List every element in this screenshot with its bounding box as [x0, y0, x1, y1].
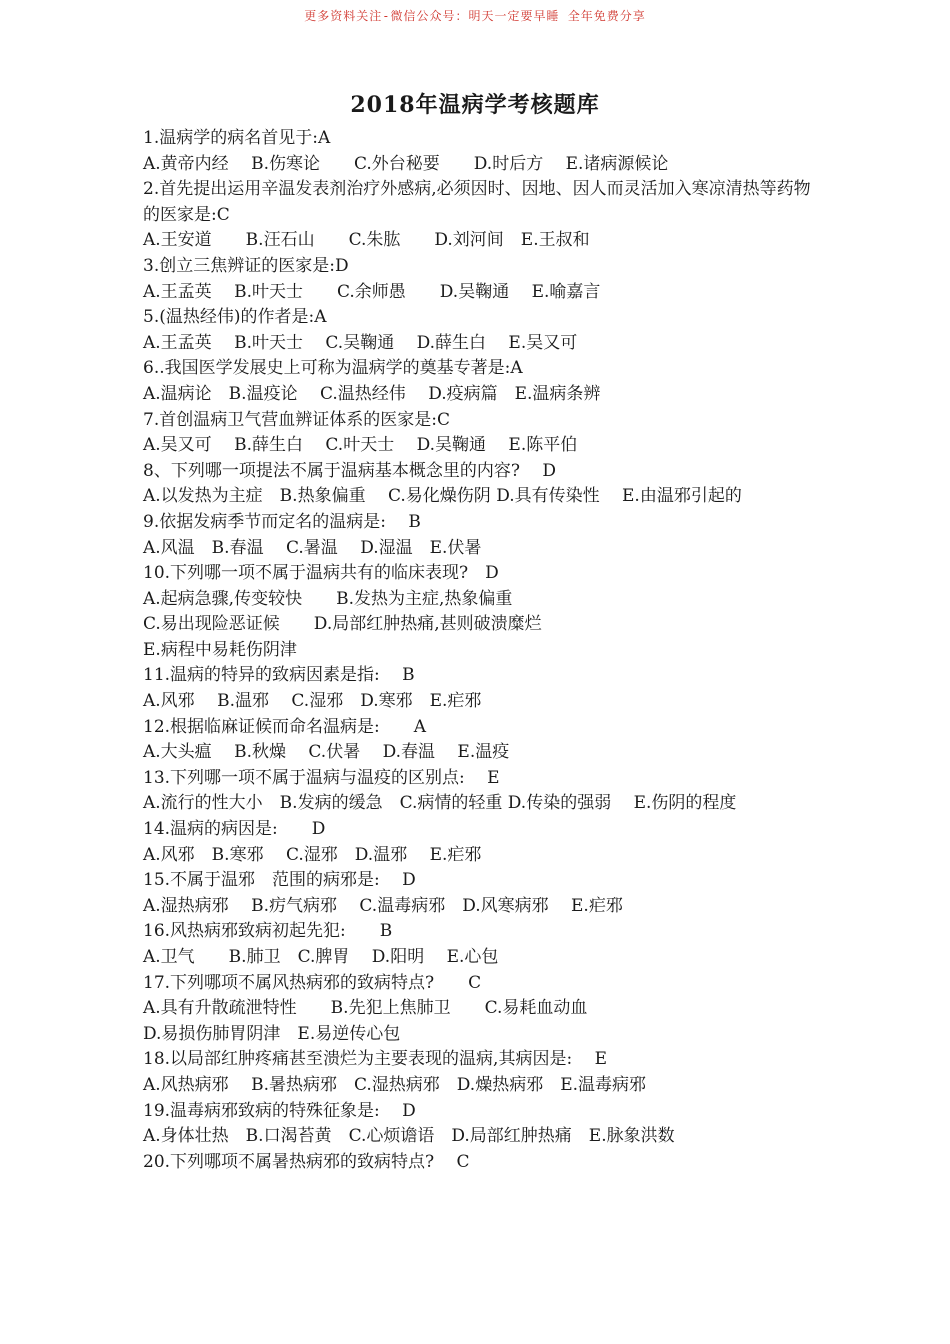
- question-stem: 11.温病的特异的致病因素是指: B: [143, 665, 415, 686]
- answer-options: A.以发热为主症 B.热象偏重 C.易化燥伤阴 D.具有传染性 E.由温邪引起的: [143, 486, 742, 507]
- answer-options: A.流行的性大小 B.发病的缓急 C.病情的轻重 D.传染的强弱 E.伤阴的程度: [143, 793, 737, 814]
- question-stem: 9.依据发病季节而定名的温病是: B: [143, 511, 421, 532]
- question-stem: 13.下列哪一项不属于温病与温疫的区别点: E: [143, 767, 500, 788]
- question-stem: 8、下列哪一项提法不属于温病基本概念里的内容? D: [143, 460, 556, 481]
- answer-options: A.王孟英 B.叶天士 C.吴鞠通 D.薛生白 E.吴又可: [143, 332, 578, 353]
- answer-options: A.风邪 B.寒邪 C.湿邪 D.温邪 E.疟邪: [143, 844, 482, 865]
- question-stem: 15.不属于温邪 范围的病邪是: D: [143, 870, 416, 891]
- question-stem: 19.温毒病邪致病的特殊征象是: D: [143, 1100, 416, 1121]
- question-stem: 7.首创温病卫气营血辨证体系的医家是:C: [143, 409, 450, 430]
- question-stem: 5.(温热经伟)的作者是:A: [143, 307, 327, 328]
- question-stem: 16.风热病邪致病初起先犯: B: [143, 921, 393, 942]
- question-stem: 2.首先提出运用辛温发表剂治疗外感病,必须因时、因地、因人而灵活加入寒凉清热等药物的医家是:C: [143, 179, 811, 225]
- answer-options: A.卫气 B.肺卫 C.脾胃 D.阳明 E.心包: [143, 947, 499, 967]
- question-stem: 12.根据临麻证候而命名温病是: A: [143, 716, 427, 737]
- question-list: [143, 126, 811, 1175]
- answer-options: A.吴又可 B.薛生白 C.叶天士 D.吴鞠通 E.陈平伯: [143, 435, 578, 456]
- question-stem: 18.以局部红肿疼痛甚至溃烂为主要表现的温病,其病因是: E: [143, 1049, 607, 1070]
- answer-options: A.具有升散疏泄特性 B.先犯上焦肺卫 C.易耗血动血: [143, 998, 588, 1019]
- question-stem: 20.下列哪项不属暑热病邪的致病特点? C: [143, 1151, 470, 1172]
- answer-options: E.病程中易耗伤阴津: [143, 639, 297, 660]
- answer-options: D.易损伤肺胃阴津 E.易逆传心包: [143, 1023, 401, 1044]
- question-stem: 14.温病的病因是: D: [143, 819, 326, 840]
- answer-options: A.风邪 B.温邪 C.湿邪 D.寒邪 E.疟邪: [143, 691, 482, 712]
- answer-options: A.湿热病邪 B.疠气病邪 C.温毒病邪 D.风寒病邪 E.疟邪: [143, 895, 623, 916]
- answer-options: A.风温 B.春温 C.暑温 D.湿温 E.伏暑: [143, 537, 482, 558]
- promo-banner: 更多资料关注-微信公众号：明天一定要早睡 全年免费分享: [304, 9, 646, 23]
- answer-options: A.风热病邪 B.暑热病邪 C.湿热病邪 D.燥热病邪 E.温毒病邪: [143, 1074, 647, 1095]
- answer-options: A.身体壮热 B.口渴苔黄 C.心烦谵语 D.局部红肿热痛 E.脉象洪数: [143, 1126, 675, 1147]
- answer-options: A.大头瘟 B.秋燥 C.伏暑 D.春温 E.温疫: [143, 742, 510, 763]
- answer-options: C.易出现险恶证候 D.局部红肿热痛,甚则破溃糜烂: [143, 614, 542, 635]
- answer-options: A.温病论 B.温疫论 C.温热经伟 D.疫病篇 E.温病条辨: [143, 383, 601, 404]
- answer-options: A.王孟英 B.叶天士 C.余师愚 D.吴鞠通 E.喻嘉言: [143, 281, 601, 302]
- answer-options: A.王安道 B.汪石山 C.朱肱 D.刘河间 E.王叔和: [143, 230, 590, 251]
- question-stem: 10.下列哪一项不属于温病共有的临床表现? D: [143, 563, 499, 584]
- question-stem: 17.下列哪项不属风热病邪的致病特点? C: [143, 972, 482, 993]
- question-stem: 3.创立三焦辨证的医家是:D: [143, 255, 349, 276]
- question-stem: 6..我国医学发展史上可称为温病学的奠基专著是:A: [143, 358, 523, 379]
- answer-options: A.起病急骤,传变较快 B.发热为主症,热象偏重: [143, 588, 513, 609]
- page-title: 2018年温病学考核题库: [350, 92, 600, 118]
- answer-options: A.黄帝内经 B.伤寒论 C.外台秘要 D.时后方 E.诸病源候论: [143, 153, 669, 174]
- question-stem: 1.温病学的病名首见于:A: [143, 128, 331, 148]
